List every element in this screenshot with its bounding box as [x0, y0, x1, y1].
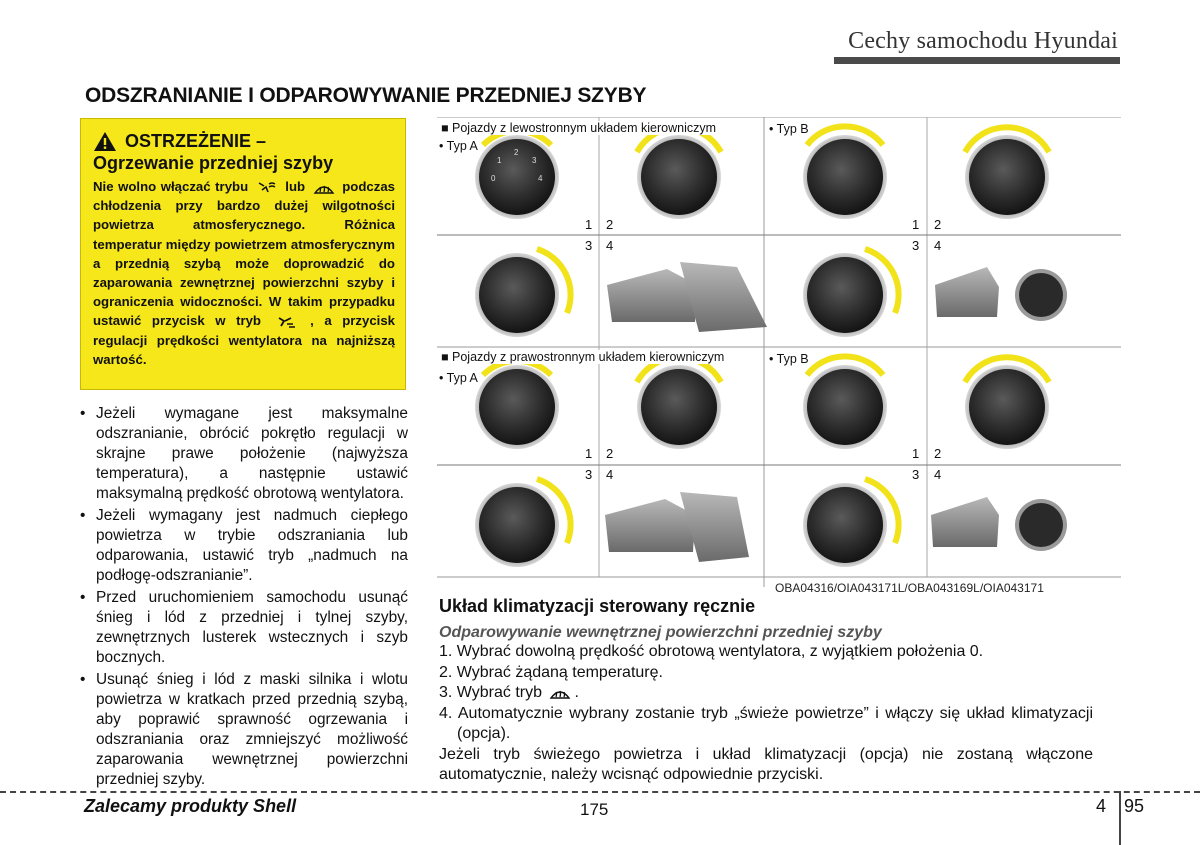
label-type-b-bottom: • Typ B — [769, 352, 809, 366]
panel-number-2: 2 — [934, 446, 942, 461]
step-3: 3. Wybrać tryb . — [439, 684, 579, 701]
list-item: • Przed uruchomieniem samochodu usunąć śnieg i lód z przedniej i tylnej szyby, zewnętrznych lusterek wstecznych i szyb bocznych. — [80, 589, 408, 666]
label-type-a-top: • Typ A — [439, 139, 478, 153]
defrost-floor-mode-icon — [256, 181, 278, 195]
section-title: ODSZRANIANIE I ODPAROWYWANIE PRZEDNIEJ SZYBY — [85, 84, 647, 107]
label-lhd: ■ Pojazdy z lewostronnym układem kierowniczym — [441, 121, 717, 135]
warning-body — [93, 177, 395, 369]
svg-text:2: 2 — [514, 148, 519, 157]
warning-box — [80, 118, 406, 390]
panel-number-1: 1 — [912, 446, 920, 461]
label-type-a-bottom: • Typ A — [439, 371, 478, 385]
panel-number-3: 3 — [912, 467, 920, 482]
footer-separator — [1119, 791, 1121, 845]
panel-number-2: 2 — [606, 217, 614, 232]
panel-number-4: 4 — [934, 238, 942, 253]
warning-heading — [93, 131, 395, 152]
step-4: 4. Automatycznie wybrany zostanie tryb „świeże powietrze” i włączy się układ klimatyzacji (opcja). — [439, 704, 1093, 742]
footer-divider — [0, 791, 1200, 793]
warning-head-text: OSTRZEŻENIE – — [125, 131, 267, 151]
panel-number-2: 2 — [934, 217, 942, 232]
step-1: 1. Wybrać dowolną prędkość obrotową wentylatora, z wyjątkiem położenia 0. — [439, 643, 984, 660]
warning-line1-a: Nie wolno włączać trybu — [93, 179, 249, 194]
floor-defrost-mode-icon — [275, 315, 297, 329]
panel-number-3: 3 — [585, 467, 593, 482]
panel-number-1: 1 — [585, 217, 593, 232]
panel-number-4: 4 — [934, 467, 942, 482]
panel-number-2: 2 — [606, 446, 614, 461]
figure-caption: OBA04316/OIA043171L/OBA043169L/OIA043171 — [775, 581, 1044, 595]
warning-subtitle: Ogrzewanie przedniej szyby — [93, 153, 334, 173]
svg-text:3: 3 — [532, 156, 537, 165]
label-rhd: ■ Pojazdy z prawostronnym układem kierowniczym — [441, 350, 725, 364]
footer-chapter-page: 95 — [1124, 796, 1145, 816]
right-column-text — [439, 596, 1093, 786]
footer-chapter: 4 — [1096, 796, 1107, 816]
panel-number-4: 4 — [606, 467, 614, 482]
panel-number-4: 4 — [606, 238, 614, 253]
climate-control-figure — [437, 117, 1121, 587]
step-2: 2. Wybrać żądaną temperaturę. — [439, 663, 663, 681]
subsection-subtitle: Odparowywanie wewnętrznej powierzchni przedniej szyby — [439, 624, 882, 641]
warning-line1-b: lub — [285, 179, 306, 194]
list-item: • Jeżeli wymagany jest nadmuch ciepłego powietrza w trybie odszraniania lub odparowania, ustawić tryb „nadmuch na podłogę-odszranianie”. — [80, 507, 408, 584]
footer-slogan: Zalecamy produkty Shell — [84, 796, 297, 816]
warning-body-end: , a przycisk regulacji prędkości wentylatora na najniższą wartość. — [93, 313, 395, 367]
label-type-b-top: • Typ B — [769, 122, 809, 136]
svg-text:1: 1 — [497, 156, 502, 165]
defrost-icon — [549, 686, 571, 700]
list-item: • Jeżeli wymagane jest maksymalne odszranianie, obrócić pokrętło regulacji w skrajne prawe położenie (najwyższa temperatura), a następnie ustawić maksymalną prędkość obrotową wentylatora. — [80, 405, 408, 502]
warning-body-text: podczas chłodzenia przy bardzo dużej wilgotności powietrza atmosferycznego. Różnica temperatur między powietrzem atmosferycznym a przednią szybą może doprowadzić do zaparowania zewnętrznej powierzchni szyby i ograniczenia widoczności. W takim przypadku ustawić przycisk w tryb — [93, 179, 395, 329]
svg-text:0: 0 — [491, 174, 496, 183]
subsection-title: Układ klimatyzacji sterowany ręcznie — [439, 596, 756, 616]
header-rule — [834, 57, 1120, 64]
svg-text:4: 4 — [538, 174, 543, 183]
closing-paragraph: Jeżeli tryb świeżego powietrza i układ klimatyzacji (opcja) nie zostaną włączone automatycznie, należy wcisnąć odpowiednie przyciski. — [439, 745, 1093, 783]
warning-triangle-icon — [93, 131, 117, 152]
bullet-list — [80, 404, 408, 792]
panel-number-1: 1 — [912, 217, 920, 232]
panel-number-1: 1 — [585, 446, 593, 461]
list-item: • Usunąć śnieg i lód z maski silnika i wlotu powietrza w kratkach przed przednią szybą, aby poprawić sprawność ogrzewania i odszraniania oraz zmniejszyć możliwość zaparowania wewnętrznej powierzchni przedniej szyby. — [80, 671, 408, 788]
panel-number-3: 3 — [912, 238, 920, 253]
footer-page-number: 175 — [580, 800, 609, 819]
panel-number-3: 3 — [585, 238, 593, 253]
running-header: Cechy samochodu Hyundai — [848, 28, 1118, 54]
defrost-icon — [313, 181, 335, 195]
